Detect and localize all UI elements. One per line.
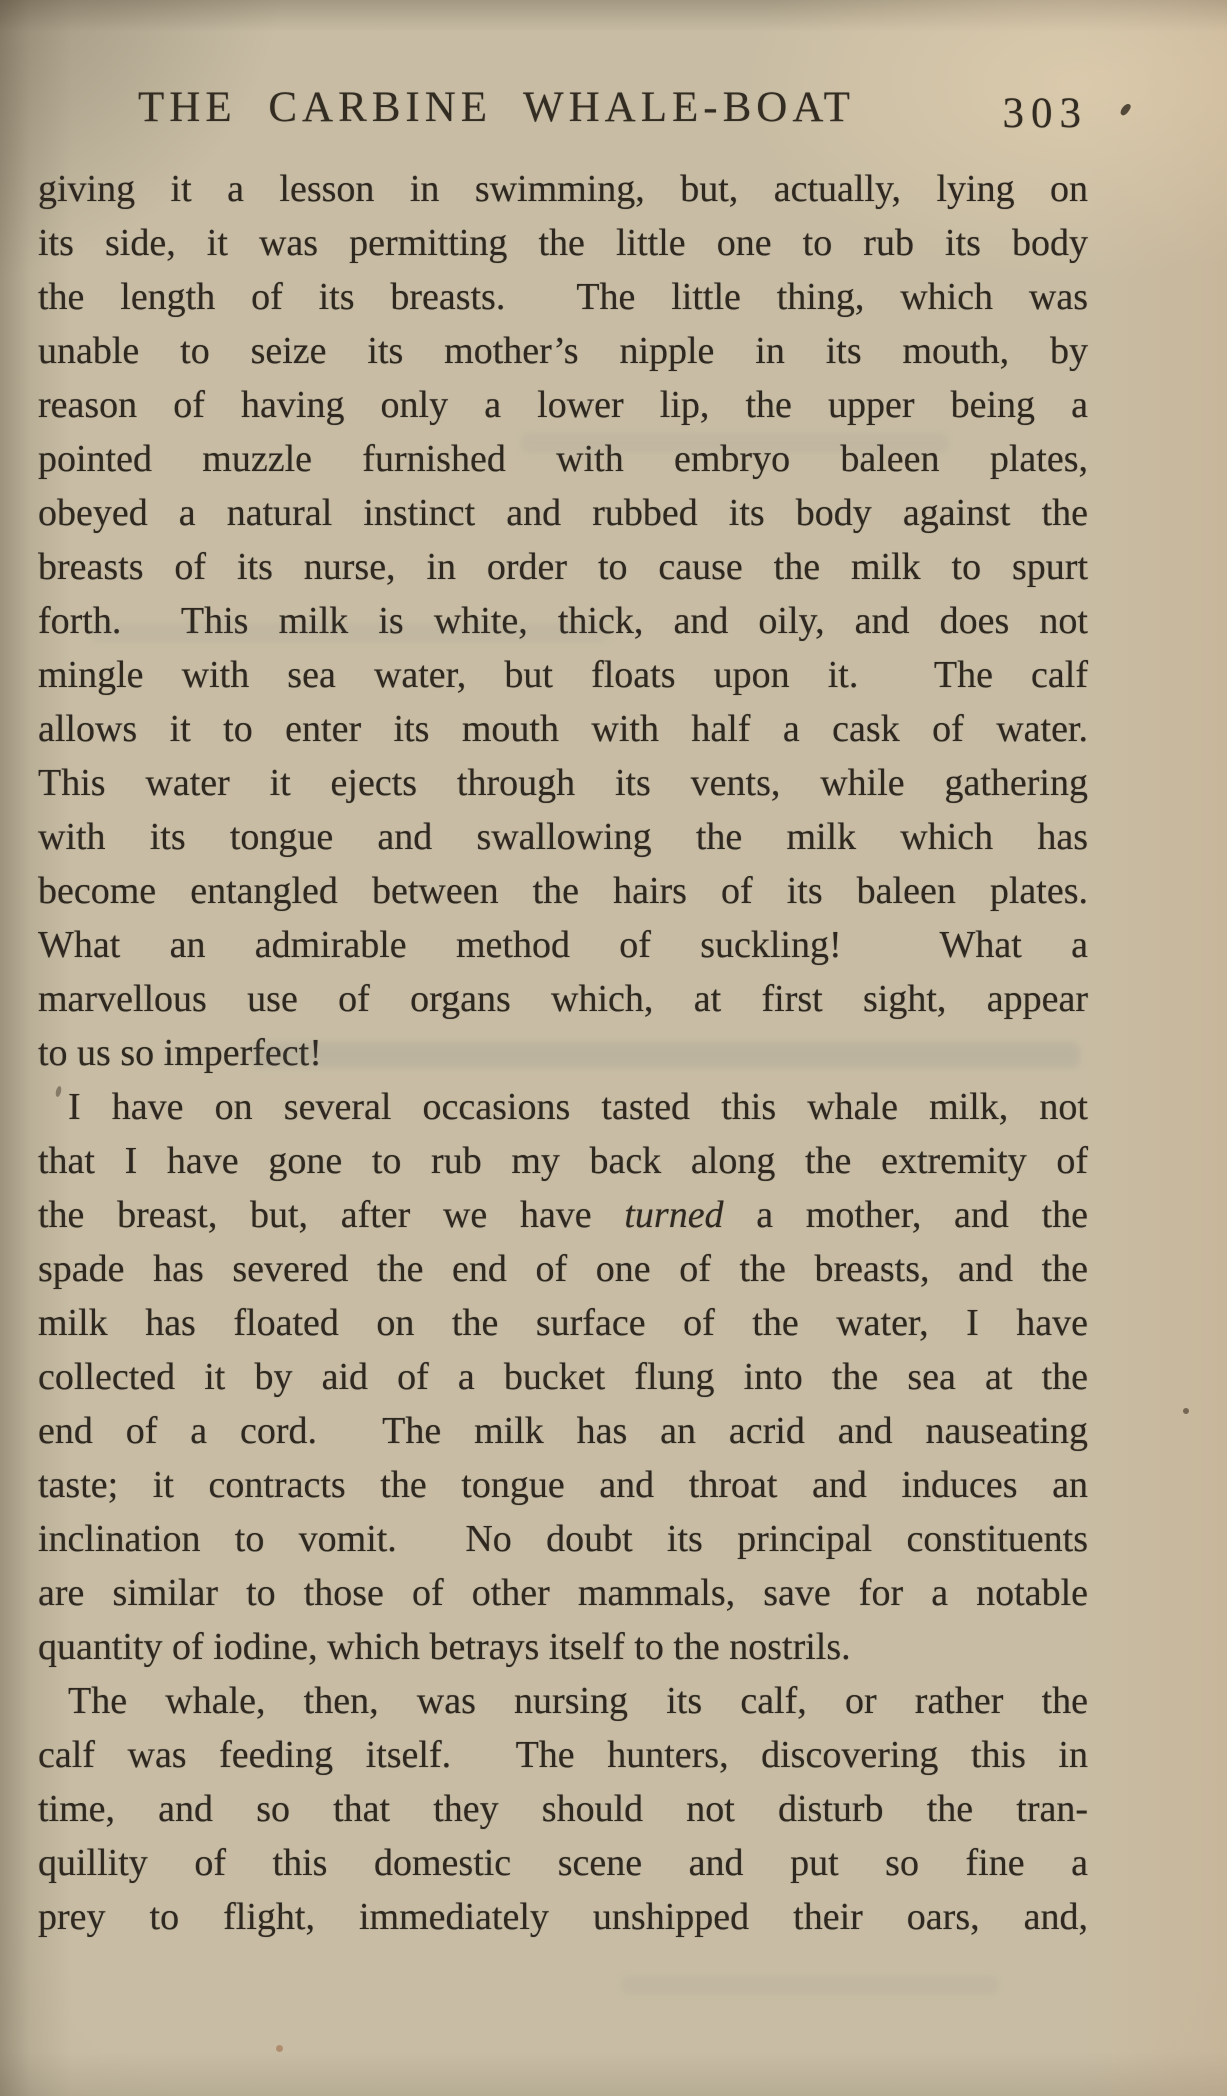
text-line <box>38 756 1088 810</box>
text-line <box>38 1728 1088 1782</box>
page-number: 303 <box>1002 90 1088 137</box>
line-text: the length of its breasts. The little thing, which was <box>38 276 1088 318</box>
line-text: allows it to enter its mouth with half a cask of water. <box>38 708 1088 750</box>
text-line <box>38 1620 1088 1674</box>
text-line <box>38 1296 1088 1350</box>
text-line <box>38 702 1088 756</box>
line-text: This water it ejects through its vents, while gathering <box>38 762 1088 804</box>
line-text: forth. This milk is white, thick, and oily, and does not <box>38 600 1088 642</box>
text-line <box>38 270 1088 324</box>
show-through-smudge <box>90 622 610 644</box>
line-text: breasts of its nurse, in order to cause the milk to spurt <box>38 546 1088 588</box>
line-text: giving it a lesson in swimming, but, actually, lying on <box>38 168 1088 210</box>
line-text: The whale, then, was nursing its calf, or rather the <box>68 1680 1088 1722</box>
line-text: reason of having only a lower lip, the upper being a <box>38 384 1088 426</box>
line-text: I have on several occasions tasted this whale milk, not <box>68 1086 1088 1128</box>
text-line <box>38 378 1088 432</box>
chapter-title: THE CARBINE WHALE-BOAT <box>138 84 855 131</box>
line-text: become entangled between the hairs of its baleen plates. <box>38 870 1088 912</box>
line-text: prey to flight, immediately unshipped their oars, and, <box>38 1896 1088 1938</box>
ink-speck <box>276 2045 283 2052</box>
text-line <box>38 1566 1088 1620</box>
line-text: spade has severed the end of one of the breasts, and the <box>38 1248 1088 1290</box>
text-line <box>38 648 1088 702</box>
text-line <box>38 1674 1088 1728</box>
text-line <box>38 1242 1088 1296</box>
line-text: inclination to vomit. No doubt its principal constituents <box>38 1518 1088 1560</box>
text-line <box>38 486 1088 540</box>
text-line <box>38 1188 1088 1242</box>
show-through-smudge <box>620 1974 1000 1996</box>
line-text: calf was feeding itself. The hunters, discovering this in <box>38 1734 1088 1776</box>
text-line <box>38 918 1088 972</box>
text-line <box>38 1782 1088 1836</box>
line-text: end of a cord. The milk has an acrid and nauseating <box>38 1410 1088 1452</box>
text-line <box>38 1458 1088 1512</box>
text-line <box>38 324 1088 378</box>
line-text: with its tongue and swallowing the milk which has <box>38 816 1088 858</box>
line-text: a mother, and the <box>723 1194 1088 1236</box>
show-through-smudge <box>250 1042 1080 1068</box>
line-text: unable to seize its mother’s nipple in its mouth, by <box>38 330 1088 372</box>
italic-word: turned <box>624 1194 724 1236</box>
line-text: quillity of this domestic scene and put so fine a <box>38 1842 1088 1884</box>
text-line <box>38 810 1088 864</box>
line-text: What an admirable method of suckling! What a <box>38 924 1088 966</box>
text-line <box>38 162 1088 216</box>
running-header <box>38 82 1088 144</box>
text-line <box>38 1512 1088 1566</box>
line-text: milk has floated on the surface of the water, I have <box>38 1302 1088 1344</box>
line-text: mingle with sea water, but floats upon it. The calf <box>38 654 1088 696</box>
text-line <box>38 1890 1088 1944</box>
line-text: taste; it contracts the tongue and throat and induces an <box>38 1464 1088 1506</box>
line-text: marvellous use of organs which, at first sight, appear <box>38 978 1088 1020</box>
line-text: the breast, but, after we have <box>38 1194 625 1236</box>
show-through-smudge <box>520 432 950 454</box>
line-text: that I have gone to rub my back along the extremity of <box>38 1140 1088 1182</box>
text-line <box>38 864 1088 918</box>
text-line <box>38 1080 1088 1134</box>
line-text: time, and so that they should not disturb the tran- <box>38 1788 1088 1830</box>
line-text: obeyed a natural instinct and rubbed its body against the <box>38 492 1088 534</box>
line-text: to us so imperfect! <box>38 1032 322 1074</box>
text-line <box>38 1404 1088 1458</box>
ink-speck <box>1119 102 1132 117</box>
line-text: quantity of iodine, which betrays itself to the nostrils. <box>38 1626 851 1668</box>
ink-speck <box>1183 1408 1189 1414</box>
line-text: its side, it was permitting the little one to rub its body <box>38 222 1088 264</box>
text-line <box>38 1134 1088 1188</box>
line-text: collected it by aid of a bucket flung into the sea at the <box>38 1356 1088 1398</box>
text-line <box>38 540 1088 594</box>
text-line <box>38 216 1088 270</box>
text-line <box>38 1836 1088 1890</box>
line-text: are similar to those of other mammals, save for a notable <box>38 1572 1088 1614</box>
line-text: pointed muzzle furnished with embryo baleen plates, <box>38 438 1088 480</box>
text-line <box>38 1350 1088 1404</box>
text-line <box>38 972 1088 1026</box>
